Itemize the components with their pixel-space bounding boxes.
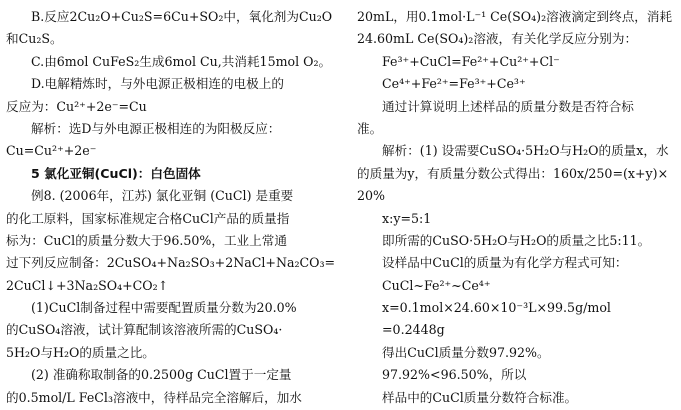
right-text-line: 设样品中CuCl的质量为有化学方程式可知： [382, 255, 628, 271]
right-text-line: 样品中的CuCl质量分数符合标准。 [382, 389, 578, 405]
right-text-line: 20mL，用0.1mol·L⁻¹ Ce(SO₄)₂溶液滴定到终点，消耗 [357, 9, 673, 24]
right-text-line: 97.92%<96.50%，所以 [382, 367, 527, 383]
left-text-line: 反应为：Cu²⁺+2e⁻=Cu [6, 98, 147, 114]
right-text-line: CuCl~Fe²⁺~Ce⁴⁺ [382, 277, 491, 293]
right-text-line: 解析：(1) 设需要CuSO₄·5H₂O与H₂O的质量x，水 [382, 143, 669, 159]
left-text-line: 解析：选D与外电源正极相连的为阳极反应： [31, 120, 281, 136]
left-text-line: 的CuSO₄溶液，试计算配制该溶液所需的CuSO₄· [6, 322, 283, 338]
right-text-line: Ce⁴⁺+Fe²⁺=Fe³⁺+Ce³⁺ [382, 76, 526, 92]
left-text-line: 标为：CuCl的质量分数大于96.50%，工业上常通 [6, 232, 287, 248]
right-text-line: 通过计算说明上述样品的质量分数是否符合标 [382, 98, 634, 114]
right-text-line: x=0.1mol×24.60×10⁻³L×99.5g/mol [382, 300, 611, 316]
left-text-line: 过下列反应制备：2CuSO₄+Na₂SO₃+2NaCl+Na₂CO₃= [6, 255, 336, 271]
left-text-line: D.电解精炼时，与外电源正极相连的电极上的 [31, 76, 284, 92]
left-text-line: 的化工原料，国家标准规定合格CuCl产品的质量指 [6, 210, 290, 226]
right-text-line: Fe³⁺+CuCl=Fe²⁺+Cu²⁺+Cl⁻ [382, 53, 560, 69]
right-text-line: =0.2448g [382, 322, 445, 338]
left-text-line: 2CuCl↓+3Na₂SO₄+CO₂↑ [6, 277, 169, 293]
right-text-line: 24.60mL Ce(SO₄)₂溶液，有关化学反应分别为： [357, 31, 638, 47]
left-text-line: C.由6mol CuFeS₂生成6mol Cu,共消耗15mol O₂。 [31, 53, 332, 69]
left-column [6, 6, 338, 409]
left-text-line: B.反应2Cu₂O+Cu₂S=6Cu+SO₂中，氧化剂为Cu₂O [31, 9, 333, 24]
section-heading: 5 氯化亚铜(CuCl)：白色固体 [31, 165, 201, 181]
right-text-line: 20% [357, 188, 385, 204]
right-text-line: x:y=5:1 [382, 210, 432, 226]
right-text-line: 即所需的CuSO·5H₂O与H₂O的质量之比5:11。 [382, 232, 651, 248]
left-text-line: (1)CuCl制备过程中需要配置质量分数为20.0% [31, 300, 297, 316]
right-text-line: 的质量为y，有质量分数公式得出：160x/250=(x+y)× [357, 165, 669, 181]
left-text-line: 例8. (2006年，江苏) 氯化亚铜 (CuCl) 是重要 [31, 188, 294, 204]
right-text-line: 准。 [357, 120, 383, 136]
left-text-line: Cu=Cu²⁺+2e⁻ [6, 143, 97, 159]
left-text-line: 的0.5mol/L FeCl₃溶液中，待样品完全溶解后，加水 [6, 389, 302, 405]
left-text-line: 和Cu₂S。 [6, 31, 63, 47]
right-column [357, 6, 675, 409]
left-text-line: (2) 准确称取制备的0.2500g CuCl置于一定量 [31, 367, 292, 383]
left-text-line: 5H₂O与H₂O的质量之比。 [6, 344, 155, 360]
right-text-line: 得出CuCl质量分数97.92%。 [382, 344, 550, 360]
